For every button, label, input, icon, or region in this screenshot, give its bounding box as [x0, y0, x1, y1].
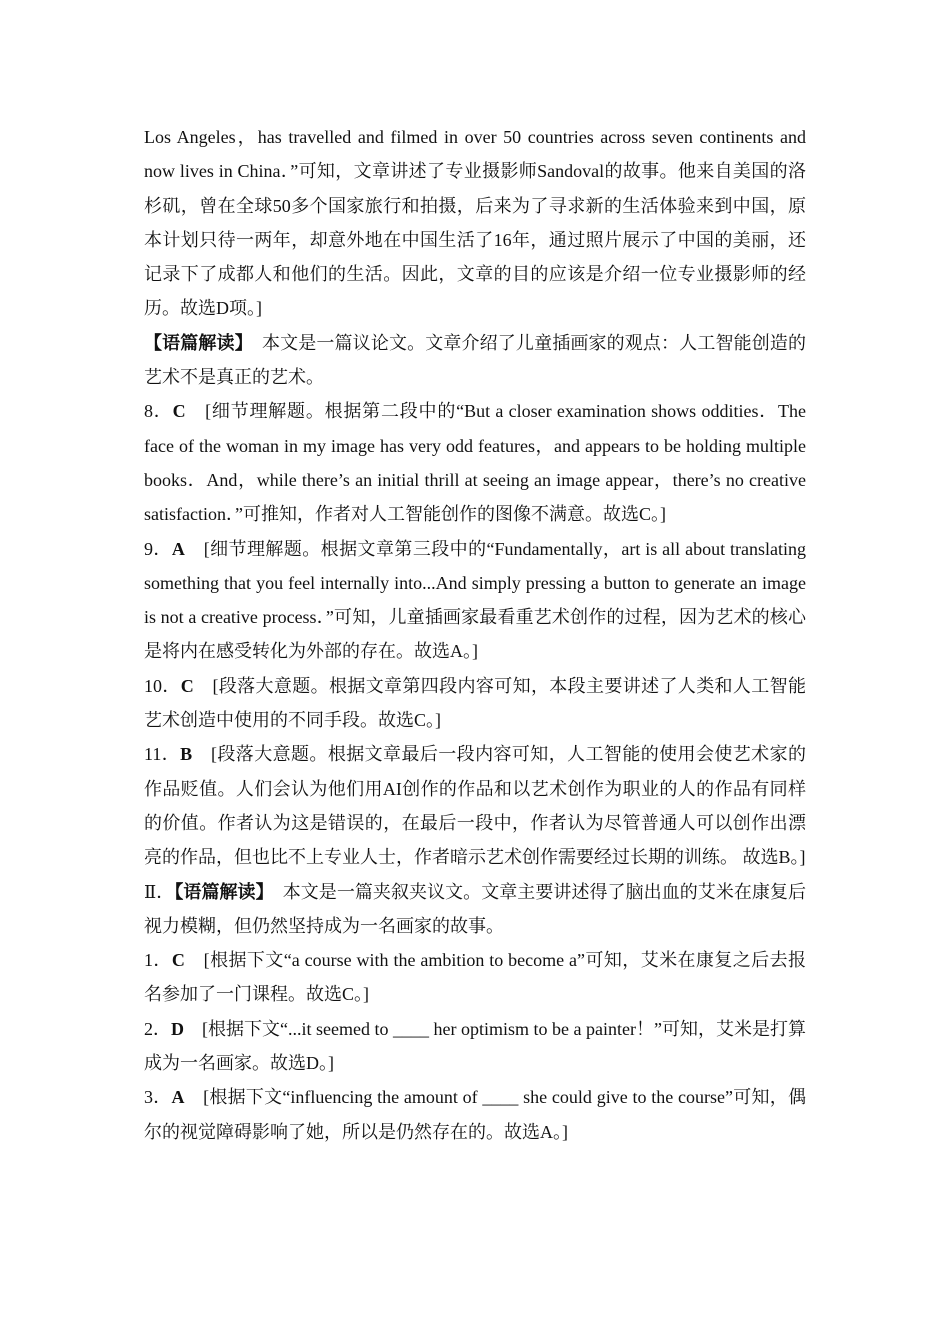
- passage-reading-ai-art: [144, 326, 806, 395]
- answer-item-11: [144, 737, 806, 874]
- answer-letter: B: [180, 744, 193, 765]
- answer-key-page: [144, 120, 806, 1149]
- section-number: Ⅱ．: [144, 881, 175, 902]
- explanation-text: [段落大意题。根据文章最后一段内容可知，人工智能的使用会使艺术家的作品贬值。人们会认为他们用AI创作的作品和以艺术创作为职业的人的作品有同样的价值。作者认为这是错误的，在最后一段中，作者认为尽管普通人可以创作出漂亮的作品，但也比不上专业人士，作者暗示艺术创作需要经过长期的训练。 故选B。]: [144, 744, 806, 868]
- question-number: 3．: [144, 1087, 172, 1108]
- answer-letter: C: [171, 950, 185, 971]
- paragraph-text: 本文是一篇议论文。文章介绍了儿童插画家的观点：人工智能创造的艺术不是真正的艺术。: [144, 332, 807, 388]
- question-number: 2．: [144, 1018, 172, 1039]
- question-number: 8．: [144, 401, 173, 422]
- question-number: 1．: [144, 950, 172, 971]
- paragraph-text: 本文是一篇夹叙夹议文。文章主要讲述得了脑出血的艾米在康复后视力模糊，但仍然坚持成为一名画家的故事。: [144, 881, 807, 936]
- explanation-text: [段落大意题。根据文章第四段内容可知，本段主要讲述了人类和人工智能艺术创造中使用的不同手段。故选C。]: [144, 675, 807, 731]
- answer-letter: C: [180, 675, 194, 696]
- section-label: 【语篇解读】: [174, 881, 265, 902]
- answer-item-10: [144, 669, 806, 738]
- answer-letter: D: [171, 1018, 185, 1039]
- answer-item-9: [144, 532, 806, 669]
- answer-item-ii-2: [144, 1012, 806, 1081]
- section-label: 【语篇解读】: [144, 332, 244, 353]
- answer-letter: A: [171, 1087, 185, 1108]
- passage-reading-section-2: [144, 875, 806, 944]
- question-number: 10．: [144, 675, 181, 696]
- answer-item-ii-3: [144, 1080, 806, 1149]
- answer-letter: C: [172, 401, 186, 422]
- explanation-text: [根据下文“a course with the ambition to become a”可知，艾米在康复之后去报名参加了一门课程。故选C。]: [144, 950, 807, 1005]
- paragraph-text: Los Angeles，has travelled and filmed in over 50 countries across seven continents and now lives in China．”可知，文章讲述了专业摄影师Sandoval的故事。他来自美国的洛杉矶，曾在全球50多个国家旅行和拍摄，后来为了寻求新的生活体验来到中国，原本计划只待一两年，却意外地在中国生活了16年，通过照片展示了中国的美丽，还记录下了成都人和他们的生活。因此，文章的目的应该是介绍一位专业摄影师的经历。故选D项。]: [144, 127, 806, 319]
- explanation-text: [细节理解题。根据文章第三段中的“Fundamentally，art is all about translating something that you feel internally into...And simply pressing a button to generate an image is not a creative process．”可知，儿童插画家最看重艺术创作的过程，因为艺术的核心是将内在感受转化为外部的存在。故选A。]: [144, 538, 807, 662]
- explanation-text: [根据下文“influencing the amount of ____ she could give to the course”可知，偶尔的视觉障碍影响了她，所以是仍然存在的。故选A。]: [144, 1087, 807, 1142]
- answer-letter: A: [171, 538, 185, 559]
- paragraph-explanation-7: [144, 120, 806, 326]
- explanation-text: [细节理解题。根据第二段中的“But a closer examination shows oddities．The face of the woman in my image has very odd features，and appears to be holding multiple books．And，while there’s an initial thrill at seeing an image appear，there’s no creative satisfaction．”可推知，作者对人工智能创作的图像不满意。故选C。]: [144, 401, 807, 525]
- answer-item-8: [144, 394, 806, 531]
- question-number: 11．: [144, 744, 181, 765]
- explanation-text: [根据下文“...it seemed to ____ her optimism to be a painter！”可知，艾米是打算成为一名画家。故选D。]: [144, 1018, 806, 1074]
- answer-item-ii-1: [144, 943, 806, 1012]
- question-number: 9．: [144, 538, 172, 559]
